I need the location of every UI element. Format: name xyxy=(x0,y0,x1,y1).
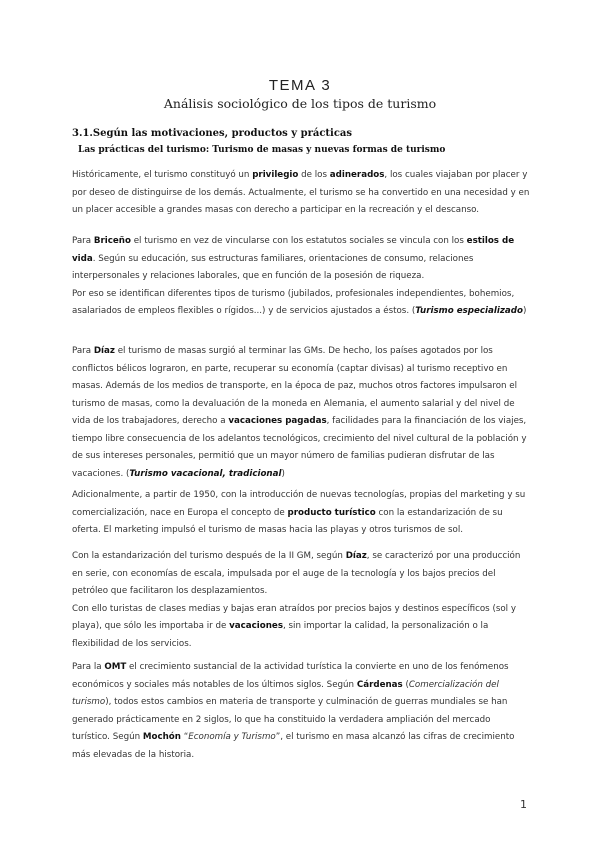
section-heading: 3.1.Según las motivaciones, productos y prácticas xyxy=(72,128,353,139)
paragraph-diaz: Para Díaz el turismo de masas surgió al terminar las GMs. De hecho, los países agotados por los conflictos bélicos lograron, en parte, recuperar su economía (captar divisas) al turismo receptivo en masas. Además de los medios de transporte, en la época de paz, muchos otros factores impulsaron el turismo de masas, como la devaluación de la moneda en Alemania, el aumento salarial y del nivel de vida de los trabajadores, derecho a vacaciones pagadas, facilidades para la financiación de los viajes, tiempo libre consecuencia de los adelantos tecnológicos, crecimiento del nivel cultural de la población y de sus intereses personales, permitió que un mayor número de familias pudieran disfrutar de las vacaciones. (Turismo vacacional, tradicional) xyxy=(72,346,527,479)
paragraph-standardization: Con la estandarización del turismo después de la II GM, según Díaz, se caracterizó por una producción en serie, con economías de escala, impulsada por el auge de la tecnología y los bajos precios del petróleo que facilitaron los desplazamientos. Con ello turistas de clases medias y bajas eran atraídos por precios bajos y destinos específicos (sol y playa), que sólo les importaba ir de vacaciones, sin importar la calidad, la personalización o la flexibilidad de los servicios. xyxy=(72,551,521,649)
section-subheading: Las prácticas del turismo: Turismo de masas y nuevas formas de turismo xyxy=(78,145,446,155)
document-title: TEMA 3 xyxy=(268,77,332,94)
paragraph-history: Históricamente, el turismo constituyó un privilegio de los adinerados, los cuales viajaban por placer y por deseo de distinguirse de los demás. Actualmente, el turismo se ha convertido en una necesidad y en un placer accesible a grandes masas con derecho a participar en la recreación y el descanso. xyxy=(72,170,530,215)
paragraph-briceno: Para Briceño el turismo en vez de vincularse con los estatutos sociales se vincula con los estilos de vida. Según su educación, sus estructuras familiares, orientaciones de consumo, relaciones interpersonales y relaciones laborales, que en función de la posesión de riqueza. Por eso se identifican diferentes tipos de turismo (jubilados, profesionales independientes, bohemios, asalariados de empleos flexibles o rígidos...) y de servicios ajustados a éstos. (Turismo especializado) xyxy=(72,236,527,316)
page-number: 1 xyxy=(520,798,527,811)
paragraph-omt: Para la OMT el crecimiento sustancial de la actividad turística la convierte en uno de los fenómenos económicos y sociales más notables de los últimos siglos. Según Cárdenas (Comercialización del turismo), todos estos cambios en materia de transporte y culminación de guerras mundiales se han generado prácticamente en 2 siglos, lo que ha constituido la verdadera ampliación del mercado turístico. Según Mochón “Economía y Turismo”, el turismo en masa alcanzó las cifras de crecimiento más elevadas de la historia. xyxy=(72,662,515,760)
paragraph-marketing: Adicionalmente, a partir de 1950, con la introducción de nuevas tecnologías, propias del marketing y su comercialización, nace en Europa el concepto de producto turístico con la estandarización de su oferta. El marketing impulsó el turismo de masas hacia las playas y otros turismos de sol. xyxy=(72,490,526,535)
document-subtitle: Análisis sociológico de los tipos de turismo xyxy=(163,96,437,111)
